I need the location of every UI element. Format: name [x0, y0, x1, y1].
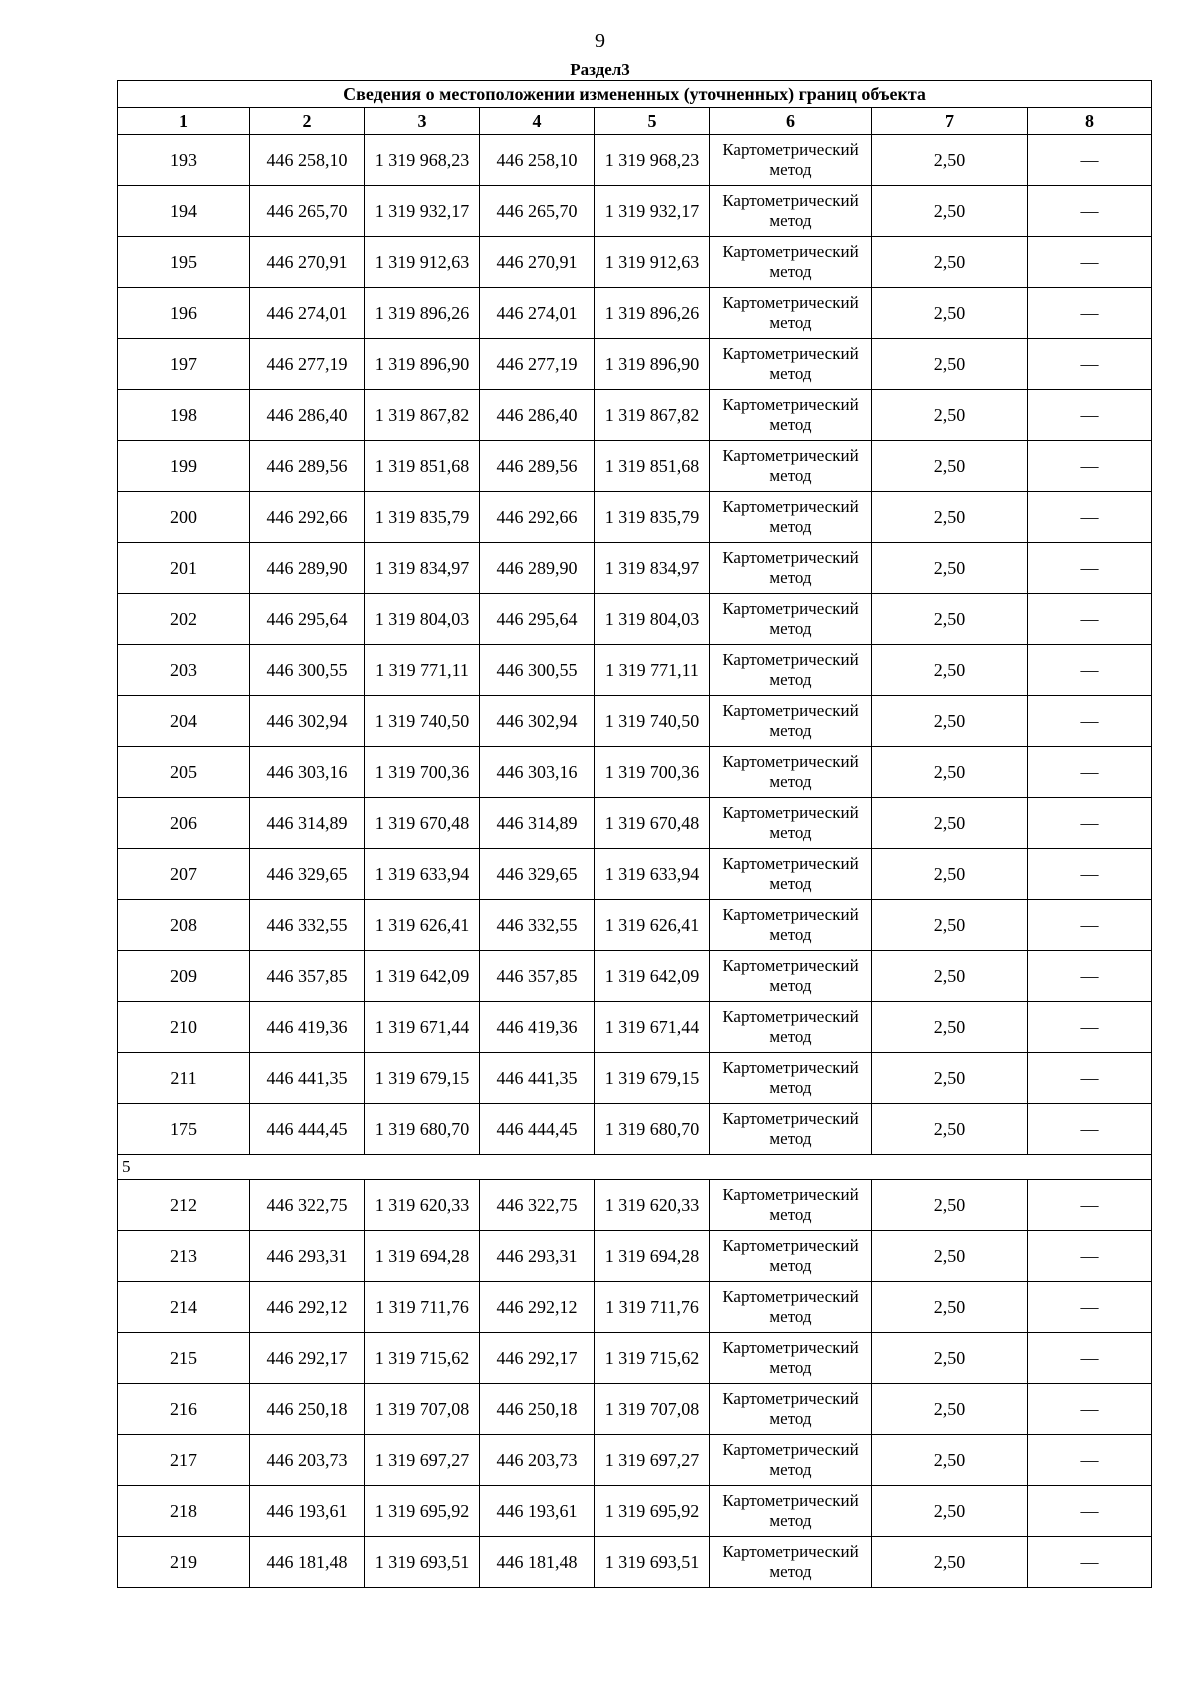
point-number-cell: 203	[118, 645, 250, 696]
y-new-cell: 1 319 912,63	[595, 237, 710, 288]
x-new-cell: 446 322,75	[480, 1180, 595, 1231]
table-row	[118, 1180, 1152, 1231]
x-new-cell: 446 289,56	[480, 441, 595, 492]
x-old-cell: 446 295,64	[250, 594, 365, 645]
contour-label: 5	[118, 1155, 1152, 1180]
y-old-cell: 1 319 693,51	[365, 1537, 480, 1588]
description-cell: —	[1028, 645, 1152, 696]
y-old-cell: 1 319 912,63	[365, 237, 480, 288]
x-new-cell: 446 293,31	[480, 1231, 595, 1282]
y-old-cell: 1 319 700,36	[365, 747, 480, 798]
y-old-cell: 1 319 679,15	[365, 1053, 480, 1104]
y-new-cell: 1 319 740,50	[595, 696, 710, 747]
y-old-cell: 1 319 740,50	[365, 696, 480, 747]
y-old-cell: 1 319 834,97	[365, 543, 480, 594]
y-new-cell: 1 319 968,23	[595, 135, 710, 186]
accuracy-cell: 2,50	[872, 1002, 1028, 1053]
point-number-cell: 204	[118, 696, 250, 747]
table-row	[118, 747, 1152, 798]
x-old-cell: 446 292,66	[250, 492, 365, 543]
x-old-cell: 446 322,75	[250, 1180, 365, 1231]
x-old-cell: 446 300,55	[250, 645, 365, 696]
x-old-cell: 446 181,48	[250, 1537, 365, 1588]
table-row	[118, 186, 1152, 237]
x-new-cell: 446 277,19	[480, 339, 595, 390]
point-number-cell: 211	[118, 1053, 250, 1104]
table-row	[118, 390, 1152, 441]
x-old-cell: 446 357,85	[250, 951, 365, 1002]
y-old-cell: 1 319 968,23	[365, 135, 480, 186]
method-cell: Картометрический метод	[710, 441, 872, 492]
point-number-cell: 212	[118, 1180, 250, 1231]
x-old-cell: 446 329,65	[250, 849, 365, 900]
accuracy-cell: 2,50	[872, 339, 1028, 390]
accuracy-cell: 2,50	[872, 135, 1028, 186]
method-cell: Картометрический метод	[710, 1537, 872, 1588]
x-new-cell: 446 292,12	[480, 1282, 595, 1333]
method-cell: Картометрический метод	[710, 1486, 872, 1537]
table-row	[118, 288, 1152, 339]
method-cell: Картометрический метод	[710, 594, 872, 645]
column-number: 2	[250, 108, 365, 135]
method-cell: Картометрический метод	[710, 390, 872, 441]
y-new-cell: 1 319 835,79	[595, 492, 710, 543]
x-old-cell: 446 203,73	[250, 1435, 365, 1486]
y-new-cell: 1 319 867,82	[595, 390, 710, 441]
x-new-cell: 446 357,85	[480, 951, 595, 1002]
point-number-cell: 213	[118, 1231, 250, 1282]
accuracy-cell: 2,50	[872, 237, 1028, 288]
y-new-cell: 1 319 633,94	[595, 849, 710, 900]
table-row	[118, 1104, 1152, 1155]
y-new-cell: 1 319 804,03	[595, 594, 710, 645]
x-old-cell: 446 277,19	[250, 339, 365, 390]
point-number-cell: 207	[118, 849, 250, 900]
accuracy-cell: 2,50	[872, 288, 1028, 339]
description-cell: —	[1028, 1002, 1152, 1053]
y-old-cell: 1 319 670,48	[365, 798, 480, 849]
description-cell: —	[1028, 186, 1152, 237]
column-number: 5	[595, 108, 710, 135]
x-new-cell: 446 193,61	[480, 1486, 595, 1537]
description-cell: —	[1028, 1384, 1152, 1435]
table-row	[118, 1384, 1152, 1435]
accuracy-cell: 2,50	[872, 390, 1028, 441]
method-cell: Картометрический метод	[710, 951, 872, 1002]
y-old-cell: 1 319 680,70	[365, 1104, 480, 1155]
x-old-cell: 446 292,12	[250, 1282, 365, 1333]
y-old-cell: 1 319 851,68	[365, 441, 480, 492]
x-old-cell: 446 286,40	[250, 390, 365, 441]
y-new-cell: 1 319 771,11	[595, 645, 710, 696]
table-row	[118, 135, 1152, 186]
x-old-cell: 446 419,36	[250, 1002, 365, 1053]
column-number: 3	[365, 108, 480, 135]
y-old-cell: 1 319 620,33	[365, 1180, 480, 1231]
method-cell: Картометрический метод	[710, 849, 872, 900]
description-cell: —	[1028, 1333, 1152, 1384]
description-cell: —	[1028, 288, 1152, 339]
table-row	[118, 339, 1152, 390]
accuracy-cell: 2,50	[872, 1333, 1028, 1384]
description-cell: —	[1028, 441, 1152, 492]
boundary-coordinates-table	[117, 80, 1152, 1588]
accuracy-cell: 2,50	[872, 1435, 1028, 1486]
table-row	[118, 849, 1152, 900]
method-cell: Картометрический метод	[710, 1180, 872, 1231]
column-number: 1	[118, 108, 250, 135]
table-row	[118, 1333, 1152, 1384]
x-new-cell: 446 250,18	[480, 1384, 595, 1435]
y-old-cell: 1 319 771,11	[365, 645, 480, 696]
method-cell: Картометрический метод	[710, 339, 872, 390]
description-cell: —	[1028, 696, 1152, 747]
x-new-cell: 446 286,40	[480, 390, 595, 441]
y-new-cell: 1 319 851,68	[595, 441, 710, 492]
y-new-cell: 1 319 707,08	[595, 1384, 710, 1435]
point-number-cell: 208	[118, 900, 250, 951]
x-new-cell: 446 300,55	[480, 645, 595, 696]
x-old-cell: 446 265,70	[250, 186, 365, 237]
description-cell: —	[1028, 1282, 1152, 1333]
x-old-cell: 446 258,10	[250, 135, 365, 186]
y-new-cell: 1 319 932,17	[595, 186, 710, 237]
point-number-cell: 210	[118, 1002, 250, 1053]
table-row	[118, 1282, 1152, 1333]
y-old-cell: 1 319 896,26	[365, 288, 480, 339]
method-cell: Картометрический метод	[710, 237, 872, 288]
description-cell: —	[1028, 1435, 1152, 1486]
column-number-row	[118, 108, 1152, 135]
y-old-cell: 1 319 695,92	[365, 1486, 480, 1537]
x-new-cell: 446 292,66	[480, 492, 595, 543]
table-row	[118, 645, 1152, 696]
description-cell: —	[1028, 1231, 1152, 1282]
point-number-cell: 175	[118, 1104, 250, 1155]
description-cell: —	[1028, 492, 1152, 543]
description-cell: —	[1028, 543, 1152, 594]
method-cell: Картометрический метод	[710, 798, 872, 849]
method-cell: Картометрический метод	[710, 1231, 872, 1282]
x-old-cell: 446 250,18	[250, 1384, 365, 1435]
point-number-cell: 196	[118, 288, 250, 339]
point-number-cell: 206	[118, 798, 250, 849]
method-cell: Картометрический метод	[710, 645, 872, 696]
point-number-cell: 219	[118, 1537, 250, 1588]
y-old-cell: 1 319 633,94	[365, 849, 480, 900]
y-old-cell: 1 319 715,62	[365, 1333, 480, 1384]
y-new-cell: 1 319 620,33	[595, 1180, 710, 1231]
method-cell: Картометрический метод	[710, 492, 872, 543]
point-number-cell: 215	[118, 1333, 250, 1384]
table-row	[118, 594, 1152, 645]
y-new-cell: 1 319 700,36	[595, 747, 710, 798]
point-number-cell: 218	[118, 1486, 250, 1537]
column-number: 7	[872, 108, 1028, 135]
x-new-cell: 446 441,35	[480, 1053, 595, 1104]
point-number-cell: 217	[118, 1435, 250, 1486]
column-number: 4	[480, 108, 595, 135]
x-new-cell: 446 332,55	[480, 900, 595, 951]
table-row	[118, 696, 1152, 747]
y-old-cell: 1 319 867,82	[365, 390, 480, 441]
table-row	[118, 1002, 1152, 1053]
point-number-cell: 202	[118, 594, 250, 645]
x-old-cell: 446 193,61	[250, 1486, 365, 1537]
accuracy-cell: 2,50	[872, 747, 1028, 798]
accuracy-cell: 2,50	[872, 1180, 1028, 1231]
method-cell: Картометрический метод	[710, 1384, 872, 1435]
method-cell: Картометрический метод	[710, 747, 872, 798]
y-new-cell: 1 319 715,62	[595, 1333, 710, 1384]
description-cell: —	[1028, 747, 1152, 798]
method-cell: Картометрический метод	[710, 1002, 872, 1053]
column-number: 8	[1028, 108, 1152, 135]
y-new-cell: 1 319 695,92	[595, 1486, 710, 1537]
method-cell: Картометрический метод	[710, 543, 872, 594]
table-row	[118, 798, 1152, 849]
method-cell: Картометрический метод	[710, 135, 872, 186]
table-row	[118, 543, 1152, 594]
x-old-cell: 446 314,89	[250, 798, 365, 849]
x-old-cell: 446 441,35	[250, 1053, 365, 1104]
description-cell: —	[1028, 798, 1152, 849]
y-old-cell: 1 319 835,79	[365, 492, 480, 543]
y-old-cell: 1 319 626,41	[365, 900, 480, 951]
x-new-cell: 446 302,94	[480, 696, 595, 747]
accuracy-cell: 2,50	[872, 441, 1028, 492]
y-new-cell: 1 319 896,26	[595, 288, 710, 339]
y-old-cell: 1 319 697,27	[365, 1435, 480, 1486]
table-row	[118, 1537, 1152, 1588]
point-number-cell: 216	[118, 1384, 250, 1435]
point-number-cell: 209	[118, 951, 250, 1002]
accuracy-cell: 2,50	[872, 798, 1028, 849]
description-cell: —	[1028, 1053, 1152, 1104]
x-old-cell: 446 332,55	[250, 900, 365, 951]
point-number-cell: 214	[118, 1282, 250, 1333]
accuracy-cell: 2,50	[872, 645, 1028, 696]
point-number-cell: 205	[118, 747, 250, 798]
y-new-cell: 1 319 679,15	[595, 1053, 710, 1104]
accuracy-cell: 2,50	[872, 543, 1028, 594]
table-row	[118, 492, 1152, 543]
column-number: 6	[710, 108, 872, 135]
accuracy-cell: 2,50	[872, 594, 1028, 645]
accuracy-cell: 2,50	[872, 1384, 1028, 1435]
x-new-cell: 446 203,73	[480, 1435, 595, 1486]
description-cell: —	[1028, 237, 1152, 288]
point-number-cell: 193	[118, 135, 250, 186]
x-old-cell: 446 444,45	[250, 1104, 365, 1155]
method-cell: Картометрический метод	[710, 1333, 872, 1384]
accuracy-cell: 2,50	[872, 492, 1028, 543]
description-cell: —	[1028, 339, 1152, 390]
y-old-cell: 1 319 711,76	[365, 1282, 480, 1333]
accuracy-cell: 2,50	[872, 186, 1028, 237]
y-old-cell: 1 319 896,90	[365, 339, 480, 390]
x-new-cell: 446 265,70	[480, 186, 595, 237]
method-cell: Картометрический метод	[710, 1104, 872, 1155]
x-new-cell: 446 270,91	[480, 237, 595, 288]
point-number-cell: 195	[118, 237, 250, 288]
accuracy-cell: 2,50	[872, 900, 1028, 951]
y-old-cell: 1 319 932,17	[365, 186, 480, 237]
x-new-cell: 446 295,64	[480, 594, 595, 645]
method-cell: Картометрический метод	[710, 288, 872, 339]
page-number: 9	[595, 30, 605, 52]
x-new-cell: 446 292,17	[480, 1333, 595, 1384]
point-number-cell: 200	[118, 492, 250, 543]
table-caption: Сведения о местоположении измененных (уточненных) границ объекта	[118, 81, 1152, 108]
x-new-cell: 446 303,16	[480, 747, 595, 798]
x-old-cell: 446 302,94	[250, 696, 365, 747]
x-old-cell: 446 303,16	[250, 747, 365, 798]
x-new-cell: 446 444,45	[480, 1104, 595, 1155]
table-row	[118, 900, 1152, 951]
method-cell: Картометрический метод	[710, 1435, 872, 1486]
description-cell: —	[1028, 1486, 1152, 1537]
point-number-cell: 199	[118, 441, 250, 492]
accuracy-cell: 2,50	[872, 849, 1028, 900]
y-new-cell: 1 319 834,97	[595, 543, 710, 594]
point-number-cell: 194	[118, 186, 250, 237]
y-new-cell: 1 319 697,27	[595, 1435, 710, 1486]
x-new-cell: 446 181,48	[480, 1537, 595, 1588]
accuracy-cell: 2,50	[872, 1282, 1028, 1333]
y-new-cell: 1 319 670,48	[595, 798, 710, 849]
description-cell: —	[1028, 390, 1152, 441]
y-new-cell: 1 319 693,51	[595, 1537, 710, 1588]
accuracy-cell: 2,50	[872, 1537, 1028, 1588]
x-new-cell: 446 329,65	[480, 849, 595, 900]
point-number-cell: 198	[118, 390, 250, 441]
x-new-cell: 446 419,36	[480, 1002, 595, 1053]
x-old-cell: 446 289,56	[250, 441, 365, 492]
method-cell: Картометрический метод	[710, 900, 872, 951]
method-cell: Картометрический метод	[710, 1053, 872, 1104]
y-new-cell: 1 319 711,76	[595, 1282, 710, 1333]
description-cell: —	[1028, 951, 1152, 1002]
description-cell: —	[1028, 1104, 1152, 1155]
table-row	[118, 441, 1152, 492]
table-row	[118, 1231, 1152, 1282]
y-old-cell: 1 319 642,09	[365, 951, 480, 1002]
y-new-cell: 1 319 671,44	[595, 1002, 710, 1053]
x-old-cell: 446 274,01	[250, 288, 365, 339]
table-row	[118, 1435, 1152, 1486]
x-old-cell: 446 293,31	[250, 1231, 365, 1282]
accuracy-cell: 2,50	[872, 951, 1028, 1002]
point-number-cell: 201	[118, 543, 250, 594]
x-new-cell: 446 314,89	[480, 798, 595, 849]
y-old-cell: 1 319 671,44	[365, 1002, 480, 1053]
table-row	[118, 237, 1152, 288]
accuracy-cell: 2,50	[872, 1231, 1028, 1282]
description-cell: —	[1028, 594, 1152, 645]
y-old-cell: 1 319 707,08	[365, 1384, 480, 1435]
table-row	[118, 1486, 1152, 1537]
x-new-cell: 446 258,10	[480, 135, 595, 186]
table-row	[118, 1053, 1152, 1104]
y-old-cell: 1 319 804,03	[365, 594, 480, 645]
x-old-cell: 446 292,17	[250, 1333, 365, 1384]
y-new-cell: 1 319 680,70	[595, 1104, 710, 1155]
y-new-cell: 1 319 626,41	[595, 900, 710, 951]
point-number-cell: 197	[118, 339, 250, 390]
method-cell: Картометрический метод	[710, 1282, 872, 1333]
x-new-cell: 446 289,90	[480, 543, 595, 594]
description-cell: —	[1028, 1180, 1152, 1231]
accuracy-cell: 2,50	[872, 1053, 1028, 1104]
accuracy-cell: 2,50	[872, 1104, 1028, 1155]
accuracy-cell: 2,50	[872, 1486, 1028, 1537]
accuracy-cell: 2,50	[872, 696, 1028, 747]
x-old-cell: 446 270,91	[250, 237, 365, 288]
y-new-cell: 1 319 896,90	[595, 339, 710, 390]
method-cell: Картометрический метод	[710, 696, 872, 747]
y-new-cell: 1 319 694,28	[595, 1231, 710, 1282]
table-row	[118, 951, 1152, 1002]
x-old-cell: 446 289,90	[250, 543, 365, 594]
section-title: Раздел3	[570, 60, 630, 79]
description-cell: —	[1028, 1537, 1152, 1588]
contour-row	[118, 1155, 1152, 1180]
table-body	[118, 135, 1152, 1588]
y-old-cell: 1 319 694,28	[365, 1231, 480, 1282]
description-cell: —	[1028, 900, 1152, 951]
method-cell: Картометрический метод	[710, 186, 872, 237]
description-cell: —	[1028, 849, 1152, 900]
y-new-cell: 1 319 642,09	[595, 951, 710, 1002]
x-new-cell: 446 274,01	[480, 288, 595, 339]
description-cell: —	[1028, 135, 1152, 186]
